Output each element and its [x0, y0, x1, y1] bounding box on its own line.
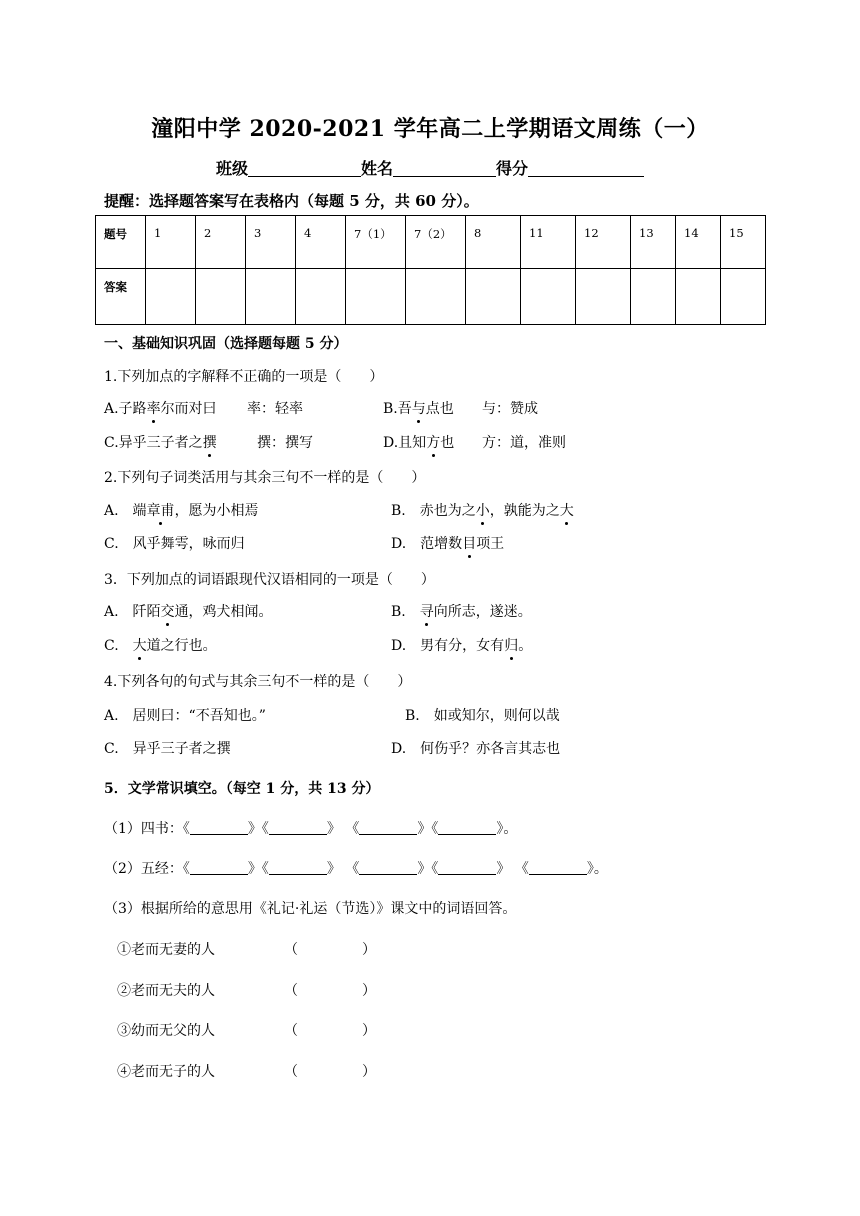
answer-cell[interactable]	[631, 269, 676, 325]
name-field[interactable]	[393, 160, 496, 177]
answer-cell[interactable]	[146, 269, 196, 325]
answer-cell[interactable]	[346, 269, 406, 325]
question-3-option-b[interactable]	[391, 601, 532, 621]
question-1-option-d[interactable]	[383, 432, 454, 452]
book-mark: 《	[514, 861, 529, 877]
question-1-option-b-gloss: 与：赞成	[482, 401, 538, 417]
answer-cell[interactable]	[521, 269, 576, 325]
option-text: ，孰能为之	[489, 503, 560, 519]
question-4-option-a[interactable]: A. 居则曰：“不吾知也。”	[104, 708, 266, 724]
answer-cell[interactable]	[676, 269, 721, 325]
table-header-label: 题号	[96, 216, 146, 269]
four-books-line	[104, 818, 517, 838]
question-number-cell: 12	[576, 216, 631, 269]
fill-blank[interactable]	[359, 820, 417, 835]
dotted-char: 大	[133, 635, 147, 655]
paren: ）	[362, 983, 376, 999]
answer-cell[interactable]	[406, 269, 466, 325]
question-1-option-d-gloss: 方：道，准则	[482, 435, 566, 451]
question-3-option-a[interactable]	[104, 601, 273, 621]
question-4-option-c[interactable]: C. 异乎三子者之撰	[104, 741, 231, 757]
question-1-option-a-gloss: 率：轻率	[247, 401, 303, 417]
book-mark: 》	[496, 821, 504, 837]
question-3-option-d[interactable]	[391, 635, 532, 655]
book-mark: 《	[261, 821, 269, 837]
book-mark: 》	[586, 861, 594, 877]
book-mark: 》	[247, 821, 262, 837]
fill-blank[interactable]	[438, 820, 496, 835]
option-text: ，愿为小相焉	[174, 503, 259, 519]
dotted-char: 交	[161, 601, 175, 621]
term-item-4: ④老而无子的人	[117, 1064, 215, 1080]
dotted-char: 率	[147, 398, 161, 418]
term-item-3: ③幼而无父的人	[117, 1023, 215, 1039]
option-text: C.异乎三子者之	[104, 435, 203, 451]
score-label: 得分	[496, 159, 529, 178]
question-number-cell: 7（2）	[406, 216, 466, 269]
term-item-2: ②老而无夫的人	[117, 983, 215, 999]
option-text: 道之行也。	[146, 638, 217, 654]
question-4-option-d[interactable]: D. 何伤乎？亦各言其志也	[391, 741, 561, 757]
term-answer-2[interactable]	[284, 980, 376, 1000]
question-1-option-c[interactable]	[104, 432, 217, 452]
answer-reminder: 提醒：选择题答案写在表格内（每题 5 分，共 60 分）。	[104, 192, 479, 210]
paren: （	[284, 983, 298, 999]
option-text: 通，鸡犬相闻。	[174, 604, 273, 620]
term-answer-4[interactable]	[284, 1061, 376, 1081]
student-info-line	[0, 156, 860, 179]
question-number-cell: 1	[146, 216, 196, 269]
answer-cell[interactable]	[196, 269, 246, 325]
answer-cell[interactable]	[721, 269, 766, 325]
section-heading: 一、基础知识巩固（选择题每题 5 分）	[104, 336, 348, 352]
question-number-cell: 7（1）	[346, 216, 406, 269]
term-answer-1[interactable]	[284, 939, 376, 959]
answer-cell[interactable]	[246, 269, 296, 325]
question-number-row	[96, 216, 766, 269]
question-2-option-c[interactable]	[104, 533, 245, 553]
option-text: 项王	[476, 536, 505, 552]
option-text: C. 风乎舞雩，咏而归	[104, 536, 245, 552]
question-2-option-d[interactable]	[391, 533, 504, 553]
answer-cell[interactable]	[296, 269, 346, 325]
option-text: D.且知	[383, 435, 427, 451]
question-5-heading: 5．文学常识填空。（每空 1 分，共 13 分）	[104, 781, 380, 797]
sub-question-label: （2）五经：	[104, 861, 183, 877]
book-mark: 《	[182, 821, 190, 837]
paren: （	[284, 942, 298, 958]
class-field[interactable]	[248, 160, 361, 177]
option-text: 向所志，遂迷。	[433, 604, 532, 620]
option-text: 尔而对曰	[160, 401, 217, 417]
option-text: A.子路	[104, 401, 147, 417]
question-1-option-a[interactable]	[104, 398, 217, 418]
book-mark: 《	[345, 861, 360, 877]
term-item-1: ①老而无妻的人	[117, 942, 215, 958]
book-mark: 《	[261, 861, 269, 877]
answer-cell[interactable]	[576, 269, 631, 325]
option-text: 。	[518, 638, 533, 654]
option-text: B. 赤也为之	[391, 503, 476, 519]
class-label: 班级	[215, 159, 248, 178]
paren: ）	[362, 1064, 376, 1080]
book-mark: 《	[431, 861, 439, 877]
option-text: 点也	[425, 401, 454, 417]
dotted-char: 章甫	[147, 500, 175, 520]
page-title: 潼阳中学 2020-2021 学年高二上学期语文周练（一）	[151, 116, 709, 142]
dotted-char: 归	[504, 635, 518, 655]
answer-cell[interactable]	[466, 269, 521, 325]
sub-question-label: （1）四书：	[104, 821, 183, 837]
dotted-char: 寻	[420, 601, 434, 621]
question-2-option-a[interactable]	[104, 500, 259, 520]
book-mark: 《	[345, 821, 360, 837]
question-number-cell: 15	[721, 216, 766, 269]
question-number-cell: 13	[631, 216, 676, 269]
liji-sub-question: （3）根据所给的意思用《礼记·礼运（节选）》课文中的词语回答。	[104, 901, 517, 917]
answer-table	[95, 215, 766, 325]
book-mark: 》	[247, 861, 262, 877]
book-mark: 》	[326, 821, 341, 837]
book-mark: 》	[326, 861, 341, 877]
book-mark: 《	[182, 861, 190, 877]
fill-blank[interactable]	[269, 820, 327, 835]
option-text: C.	[104, 638, 133, 654]
paren: （	[284, 1064, 298, 1080]
fill-blank[interactable]	[529, 860, 587, 875]
table-answer-label: 答案	[96, 269, 146, 325]
paren: ）	[362, 942, 376, 958]
dotted-char: 与	[412, 398, 426, 418]
question-number-cell: 2	[196, 216, 246, 269]
question-1-stem: 1.下列加点的字解释不正确的一项是（ ）	[104, 369, 384, 385]
dotted-char: 撰	[203, 432, 217, 452]
option-text: 也	[440, 435, 455, 451]
book-mark: 》	[417, 861, 432, 877]
period: 。	[503, 821, 518, 837]
question-4-option-b[interactable]: B. 如或知尔，则何以哉	[405, 708, 560, 724]
fill-blank[interactable]	[269, 860, 327, 875]
fill-blank[interactable]	[438, 860, 496, 875]
score-field[interactable]	[528, 160, 644, 177]
name-label: 姓名	[360, 159, 393, 178]
option-text: D. 范增数	[391, 536, 463, 552]
question-number-cell: 8	[466, 216, 521, 269]
five-classics-line	[104, 858, 608, 878]
question-3-stem: 3．下列加点的词语跟现代汉语相同的一项是（ ）	[104, 572, 435, 588]
fill-blank[interactable]	[359, 860, 417, 875]
question-number-cell: 4	[296, 216, 346, 269]
option-text: B.吾	[383, 401, 412, 417]
question-2-option-b[interactable]	[391, 500, 574, 520]
book-mark: 《	[431, 821, 439, 837]
term-answer-3[interactable]	[284, 1020, 376, 1040]
dotted-char: 目	[462, 533, 476, 553]
question-1-option-c-gloss: 撰：撰写	[257, 435, 313, 451]
question-number-cell: 3	[246, 216, 296, 269]
question-2-stem: 2.下列句子词类活用与其余三句不一样的是（ ）	[104, 470, 426, 486]
question-3-option-c[interactable]	[104, 635, 217, 655]
answer-row	[96, 269, 766, 325]
option-text: B.	[391, 604, 420, 620]
option-text: A. 阡陌	[104, 604, 161, 620]
option-text: D. 男有分，女有	[391, 638, 505, 654]
option-text: A. 端	[104, 503, 147, 519]
dotted-char: 小	[476, 500, 490, 520]
question-number-cell: 11	[521, 216, 576, 269]
fill-blank[interactable]	[190, 820, 248, 835]
paren: ）	[362, 1023, 376, 1039]
question-number-cell: 14	[676, 216, 721, 269]
book-mark: 》	[417, 821, 432, 837]
question-4-stem: 4.下列各句的句式与其余三句不一样的是（ ）	[104, 674, 412, 690]
book-mark: 》	[496, 861, 511, 877]
dotted-char: 方	[426, 432, 440, 452]
dotted-char: 大	[560, 500, 574, 520]
question-1-option-b[interactable]	[383, 398, 454, 418]
paren: （	[284, 1023, 298, 1039]
fill-blank[interactable]	[190, 860, 248, 875]
period: 。	[593, 861, 608, 877]
